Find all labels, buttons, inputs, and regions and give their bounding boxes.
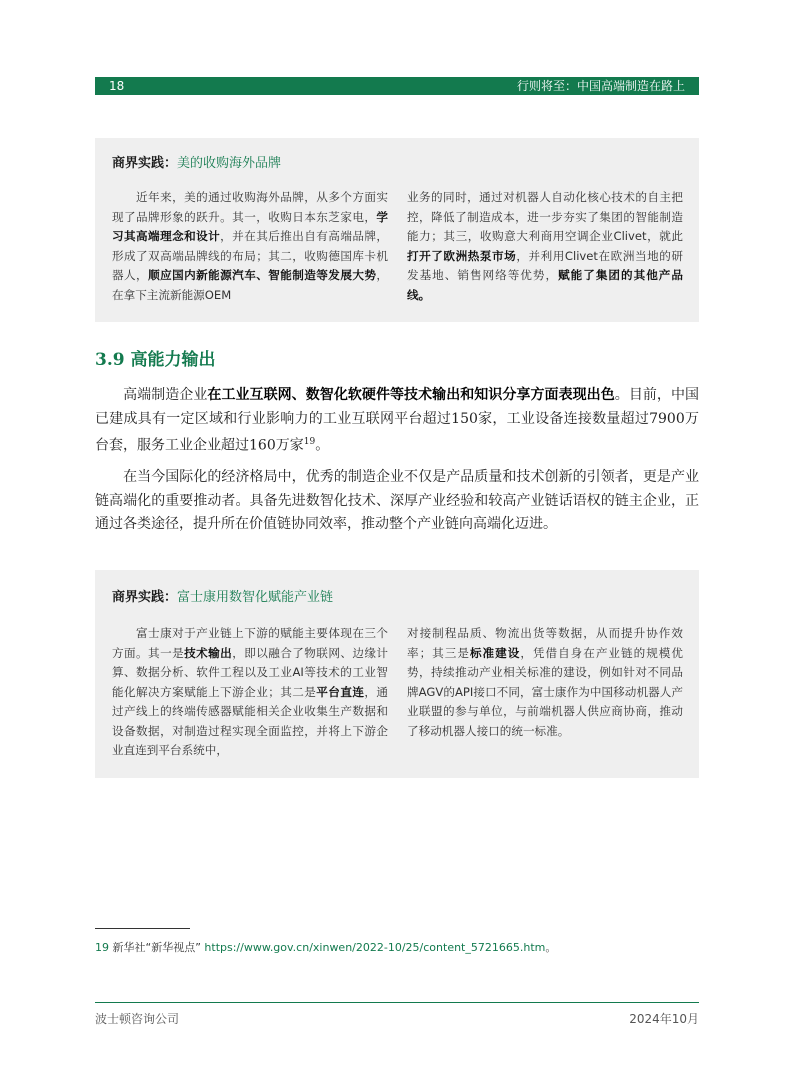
text-run: ，在拿下主流新能源OEM [112,268,388,302]
body-paragraph-1 [95,384,699,458]
text-run: ，通过产线上的终端传感器赋能相关企业收集生产数据和设备数据，对制造过程实现全面监控，并将上下游企业直连到平台系统中， [112,684,388,757]
footnote-source: 新华社“新华视点” [112,941,201,954]
emphasis-text: 平台直连 [316,684,365,699]
case-box-foxconn [95,570,699,778]
case-subtitle: 美的收购海外品牌 [177,156,282,171]
case-text-left [112,188,388,305]
case-text-right [407,624,683,741]
case-box-title [112,152,281,171]
emphasis-text: 标准建设 [469,645,521,660]
text-run: 。目前，中国已建成具有一定区域和行业影响力的工业互联网平台超过150家，工业设备连接数量超过7900万台套，服务工业企业超过160万家 [95,387,700,454]
case-box-midea [95,138,699,322]
case-text-right [407,188,683,305]
emphasis-text: 技术输出 [184,645,233,660]
footnote-ref: 19 [303,437,316,447]
text-run: 富士康对于产业链上下游的赋能主要体现在三个方面。其一是 [112,626,388,660]
case-subtitle: 富士康用数智化赋能产业链 [177,590,334,605]
text-run: 业务的同时，通过对机器人自动化核心技术的自主把控，降低了制造成本，进一步夯实了集团的智能制造能力；其三，收购意大利商用空调企业Clivet，就此 [407,190,683,243]
emphasis-text: 学习其高端理念和设计 [112,209,388,243]
footnote-end: 。 [545,941,557,954]
footnote [95,939,556,955]
emphasis-text: 打开了欧洲热泵市场 [407,248,517,263]
text-run: ，凭借自身在产业链的规模优势，持续推动产业相关标准的建设，例如针对不同品牌AGV的API接口不同，富士康作为中国移动机器人产业联盟的参与单位，与前端机器人供应商协商，推动了移动机器人接口的统一标准。 [407,645,683,738]
text-run: ，并在其后推出自有高端品牌，形成了双高端品牌线的布局；其二，收购德国库卡机器人， [112,229,388,282]
text-run: ，并利用Clivet在欧洲当地的研发基地、销售网络等优势， [407,248,683,282]
text-run: 对接制程品质、物流出货等数据，从而提升协作效率；其三是 [407,626,683,660]
case-label: 商界实践： [112,156,178,171]
para1-end: 。 [315,437,330,454]
text-run: 高端制造企业 [95,387,208,403]
footnote-link[interactable]: https://www.gov.cn/xinwen/2022-10/25/content_5721665.htm [204,941,546,954]
case-text-left [112,624,388,761]
footer-divider [95,1002,699,1003]
page-number: 18 [109,79,125,93]
page-header [95,77,699,95]
case-box-title [112,586,333,605]
footer-company: 波士顿咨询公司 [95,1012,180,1026]
header-title: 行则将至：中国高端制造在路上 [516,79,685,93]
footer-date: 2024年10月 [629,1012,699,1026]
footnote-number: 19 [95,941,109,954]
section-heading: 3.9 高能力输出 [95,350,216,370]
emphasis-text: 顺应国内新能源汽车、智能制造等发展大势 [148,268,377,282]
case-label: 商界实践： [112,590,178,605]
body-paragraph-2 [95,466,699,537]
emphasis-text: 赋能了集团的其他产品线。 [407,268,683,302]
text-run: 近年来，美的通过收购海外品牌，从多个方面实现了品牌形象的跃升。其一，收购日本东芝家电， [112,190,388,224]
text-run: 在当今国际化的经济格局中，优秀的制造企业不仅是产品质量和技术创新的引领者，更是产业链高端化的重要推动者。具备先进数智化技术、深厚产业经验和较高产业链话语权的链主企业，正通过各类途径，提升所在价值链协同效率，推动整个产业链向高端化迈进。 [95,469,699,532]
para1-text [95,387,699,454]
emphasis-text: 在工业互联网、数智化软硬件等技术输出和知识分享方面表现出色 [207,387,615,403]
text-run: ，即以融合了物联网、边缘计算、数据分析、软件工程以及工业AI等技术的工业智能化解决方案赋能上下游企业；其二是 [112,645,388,699]
footnote-divider [95,928,190,929]
